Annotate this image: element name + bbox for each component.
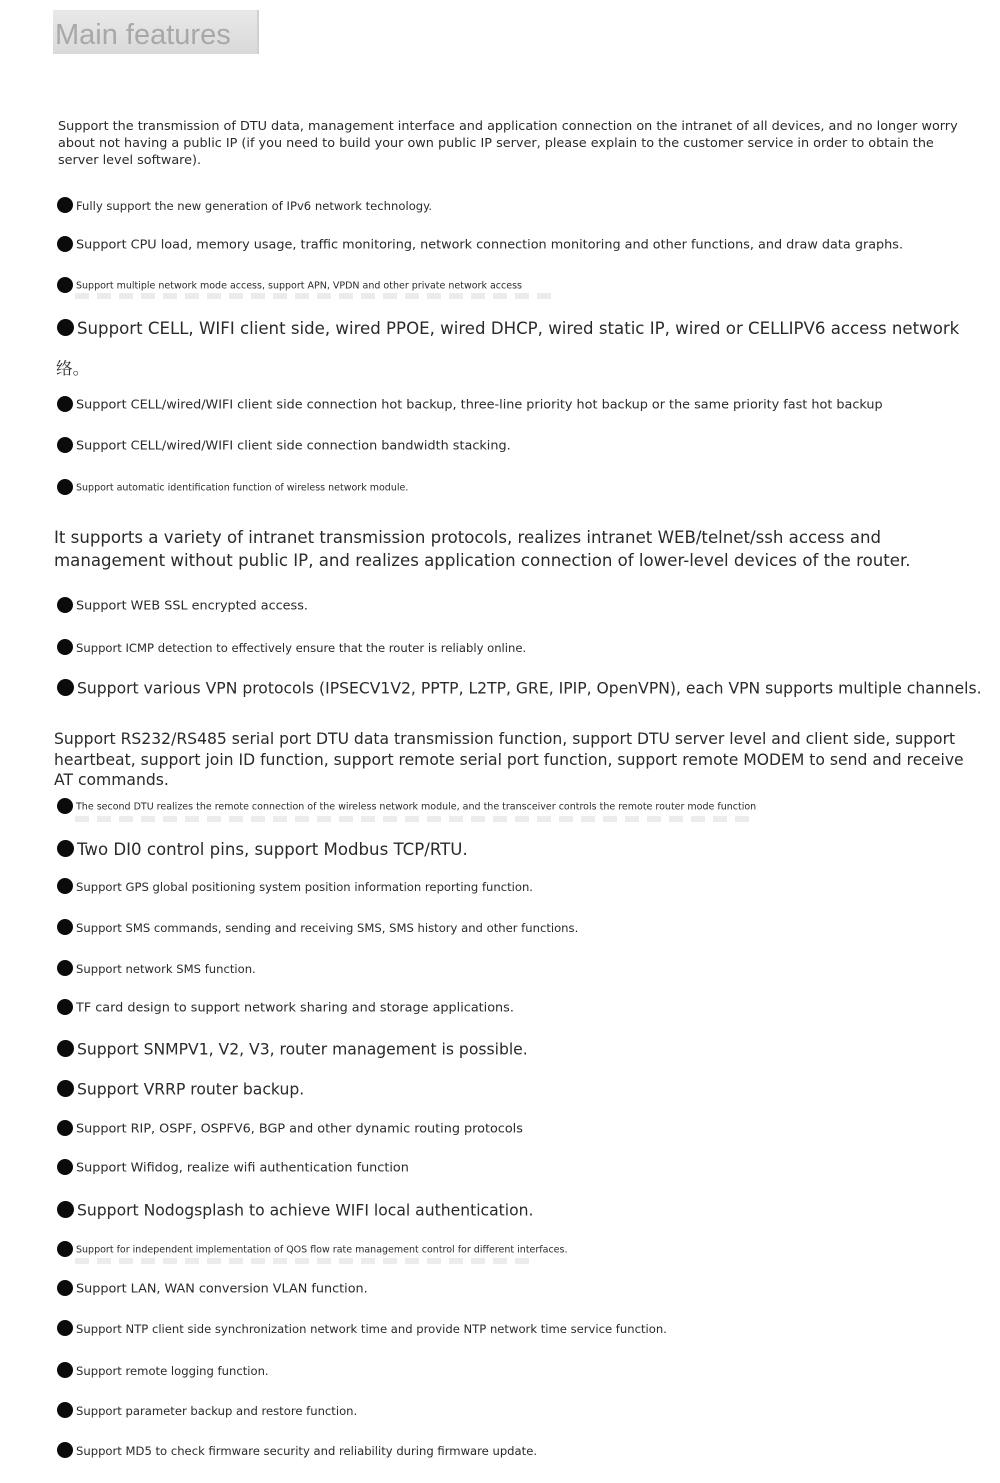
list-item (57, 1321, 667, 1337)
list-item-text: Support parameter backup and restore function. (76, 1404, 358, 1418)
list-item (57, 839, 468, 859)
list-item-text: Support RIP, OSPF, OSPFV6, BGP and other dynamic routing protocols (76, 1121, 523, 1137)
list-item (57, 1201, 534, 1220)
bullet-icon (57, 319, 74, 336)
bullet-icon (57, 197, 73, 213)
list-item-text: Support network SMS function. (76, 962, 256, 976)
bullet-icon (57, 1362, 73, 1378)
bullet-icon (57, 1080, 74, 1097)
list-item-text: Support LAN, WAN conversion VLAN function. (76, 1281, 368, 1297)
list-item (57, 1040, 528, 1059)
bullet-icon (57, 236, 73, 252)
bullet-icon (57, 1040, 74, 1057)
page-title: Main features (53, 10, 259, 54)
list-item-text: Support GPS global positioning system position information reporting function. (76, 880, 533, 894)
list-item-text: Two DI0 control pins, support Modbus TCP/RTU. (77, 840, 468, 859)
list-item (57, 1160, 409, 1176)
list-item-text: Support automatic identification function of wireless network module. (76, 482, 409, 494)
list-item-text: Support CELL/wired/WIFI client side connection bandwidth stacking. (76, 438, 511, 454)
bullet-icon (57, 1120, 73, 1136)
bullet-icon (57, 919, 73, 935)
bullet-icon (57, 1402, 73, 1418)
list-item-text: Support CPU load, memory usage, traffic monitoring, network connection monitoring and other functions, and draw data graphs. (76, 237, 904, 253)
list-item-text: Support various VPN protocols (IPSECV1V2, PPTP, L2TP, GRE, IPIP, OpenVPN), each VPN supports multiple channels. (77, 679, 982, 698)
list-item-text: TF card design to support network sharing and storage applications. (76, 1000, 514, 1016)
list-item-text: The second DTU realizes the remote connection of the wireless network module, and the transceiver controls the remote router mode function (76, 801, 757, 813)
list-item-text: Support Wifidog, realize wifi authentication function (76, 1160, 409, 1176)
bullet-icon (57, 1442, 73, 1458)
bullet-icon (57, 798, 73, 814)
section-paragraph: Support RS232/RS485 serial port DTU data transmission function, support DTU server level and client side, support heartbeat, support join ID function, support remote serial port function, support remote MODEM to send and receive AT commands. (54, 730, 964, 790)
list-item (57, 318, 959, 338)
list-item-text: Support NTP client side synchronization network time and provide NTP network time service function. (76, 1322, 667, 1336)
intro-paragraph: Support the transmission of DTU data, management interface and application connection on the intranet of all devices, and no longer worry about not having a public IP (if you need to build your own public IP server, please explain to the customer service in order to obtain the server level software). (58, 119, 958, 168)
list-item-text: Support multiple network mode access, support APN, VPDN and other private network access (76, 280, 522, 292)
faded-text-artifact (75, 816, 755, 822)
bullet-icon (57, 999, 73, 1015)
list-item (57, 480, 408, 496)
section-paragraph: It supports a variety of intranet transmission protocols, realizes intranet WEB/telnet/ssh access and management without public IP, and realizes application connection of lower-level devices of the router. (54, 528, 911, 571)
bullet-icon (57, 639, 73, 655)
list-item-text: Support CELL/wired/WIFI client side connection hot backup, three-line priority hot backup or the same priority fast hot backup (76, 397, 883, 413)
list-item-text: Support ICMP detection to effectively ensure that the router is reliably online. (76, 641, 527, 655)
list-item (57, 679, 982, 698)
list-item (57, 920, 578, 936)
list-item-text: Support VRRP router backup. (77, 1080, 305, 1099)
list-item-text: Support SNMPV1, V2, V3, router management is possible. (77, 1040, 528, 1059)
list-item-text: Support remote logging function. (76, 1364, 269, 1378)
list-item (57, 1121, 523, 1137)
list-item-text: Support Nodogsplash to achieve WIFI local authentication. (77, 1201, 534, 1220)
bullet-icon (57, 679, 74, 696)
list-item (57, 1363, 269, 1379)
list-item-text: Support CELL, WIFI client side, wired PPOE, wired DHCP, wired static IP, wired or CELLIPV6 access network (77, 319, 960, 338)
list-item-text: Support MD5 to check firmware security and reliability during firmware update. (76, 1444, 538, 1458)
list-item (57, 799, 756, 815)
list-item (57, 237, 903, 253)
list-item (57, 1443, 537, 1459)
list-item-text: Support WEB SSL encrypted access. (76, 598, 308, 614)
bullet-icon (57, 597, 73, 613)
bullet-icon (57, 479, 73, 495)
bullet-icon (57, 1159, 73, 1175)
list-item (57, 278, 522, 294)
list-item-text: Support for independent implementation of QOS flow rate management control for different interfaces. (76, 1244, 568, 1256)
list-item-text: Support SMS commands, sending and receiving SMS, SMS history and other functions. (76, 921, 579, 935)
bullet-icon (57, 396, 73, 412)
list-item (57, 1242, 568, 1258)
bullet-icon (57, 1280, 73, 1296)
bullet-icon (57, 1201, 74, 1218)
list-item (57, 879, 533, 895)
list-item (57, 961, 256, 977)
faded-text-artifact (75, 1258, 535, 1264)
list-item (57, 640, 526, 656)
list-item (57, 1403, 357, 1419)
faded-text-artifact (75, 293, 555, 299)
bullet-icon (57, 277, 73, 293)
list-item (57, 1080, 304, 1099)
list-item (57, 1000, 514, 1016)
list-item-text: Fully support the new generation of IPv6 network technology. (76, 199, 433, 213)
list-item (57, 397, 883, 413)
bullet-icon (57, 840, 74, 857)
list-item (57, 198, 432, 214)
bullet-icon (57, 1241, 73, 1257)
list-item (57, 1281, 368, 1297)
list-item (57, 438, 511, 454)
bullet-icon (57, 878, 73, 894)
list-item (57, 598, 308, 614)
bullet-icon (57, 1320, 73, 1336)
bullet-icon (57, 960, 73, 976)
list-item-continuation: 络。 (56, 359, 90, 378)
bullet-icon (57, 437, 73, 453)
